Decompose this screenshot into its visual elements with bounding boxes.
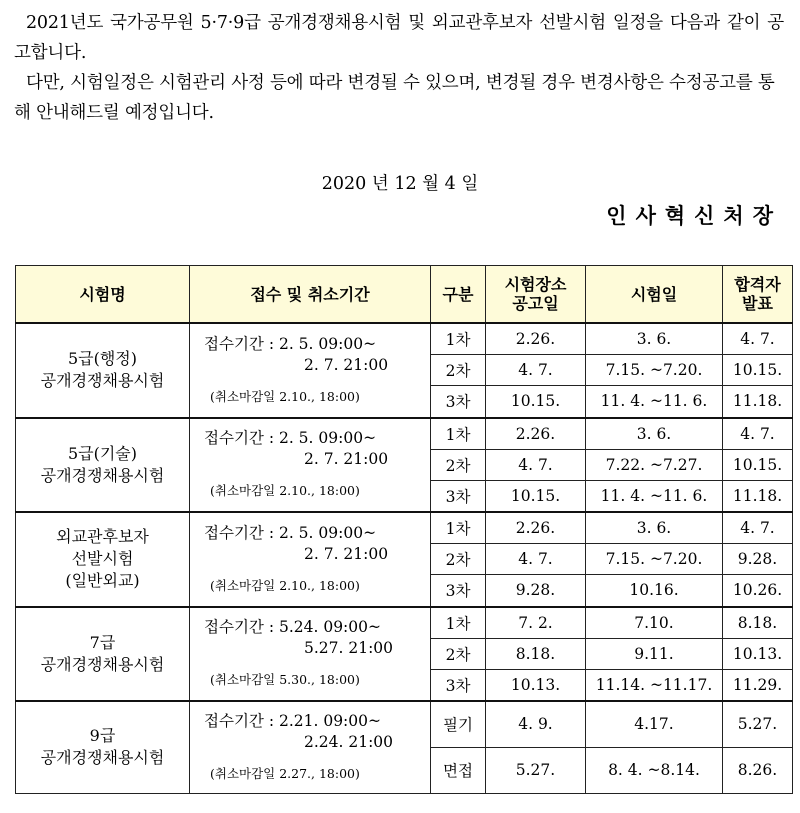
result-announce-cell: 4. 7. bbox=[723, 323, 793, 355]
stage-cell: 필기 bbox=[431, 701, 486, 747]
exam-name-line: 공개경쟁채용시험 bbox=[40, 465, 165, 485]
exam-name-line: 7급 bbox=[89, 632, 116, 652]
venue-announce-cell: 2.26. bbox=[486, 512, 586, 544]
exam-name-line: 공개경쟁채용시험 bbox=[40, 748, 165, 768]
result-announce-cell: 8.18. bbox=[723, 607, 793, 639]
venue-announce-cell: 2.26. bbox=[486, 323, 586, 355]
result-announce-cell: 11.18. bbox=[723, 480, 793, 512]
exam-date-cell: 7.10. bbox=[586, 607, 723, 639]
header-period: 접수 및 취소기간 bbox=[190, 266, 431, 324]
application-period-cell bbox=[190, 323, 431, 418]
application-period-cell bbox=[190, 607, 431, 702]
registration-end: 2. 7. 21:00 bbox=[304, 450, 389, 469]
stage-cell: 면접 bbox=[431, 747, 486, 793]
issuer-signature: 인사혁신처장 bbox=[606, 204, 782, 228]
exam-name-line: 선발시험 bbox=[71, 549, 134, 569]
cancel-deadline: (취소마감일 2.10., 18:00) bbox=[210, 483, 360, 499]
exam-date-cell: 11. 4. ~11. 6. bbox=[586, 386, 723, 418]
table-row bbox=[16, 701, 793, 747]
result-announce-cell: 11.29. bbox=[723, 669, 793, 701]
result-announce-cell: 5.27. bbox=[723, 701, 793, 747]
exam-date-cell: 3. 6. bbox=[586, 512, 723, 544]
stage-cell: 3차 bbox=[431, 669, 486, 701]
table-row bbox=[16, 512, 793, 544]
exam-date-cell: 8. 4. ~8.14. bbox=[586, 747, 723, 793]
result-announce-cell: 11.18. bbox=[723, 386, 793, 418]
stage-cell: 2차 bbox=[431, 638, 486, 669]
exam-date-cell: 3. 6. bbox=[586, 323, 723, 355]
result-announce-cell: 8.26. bbox=[723, 747, 793, 793]
venue-announce-cell: 9.28. bbox=[486, 575, 586, 607]
exam-name-line: 5급(기술) bbox=[67, 443, 138, 463]
registration-end: 5.27. 21:00 bbox=[304, 639, 394, 658]
announcement-date: 2020 년 12 월 4 일 bbox=[321, 174, 479, 194]
registration-end: 2. 7. 21:00 bbox=[304, 544, 389, 563]
header-exam-date: 시험일 bbox=[586, 266, 723, 324]
stage-cell: 3차 bbox=[431, 575, 486, 607]
exam-name-line: 9급 bbox=[89, 726, 116, 746]
cancel-deadline: (취소마감일 2.10., 18:00) bbox=[210, 388, 360, 404]
exam-name-line: 공개경쟁채용시험 bbox=[40, 654, 165, 674]
result-announce-cell: 9.28. bbox=[723, 544, 793, 575]
exam-name-cell bbox=[16, 323, 190, 418]
application-period-cell bbox=[190, 701, 431, 793]
venue-announce-cell: 10.13. bbox=[486, 669, 586, 701]
exam-name-line: 외교관후보자 bbox=[56, 527, 149, 547]
venue-announce-cell: 4. 7. bbox=[486, 355, 586, 386]
registration-start: 접수기간 : 2. 5. 09:00~ bbox=[204, 523, 377, 542]
exam-date-cell: 7.22. ~7.27. bbox=[586, 449, 723, 480]
header-stage: 구분 bbox=[431, 266, 486, 324]
exam-date-cell: 7.15. ~7.20. bbox=[586, 544, 723, 575]
venue-announce-cell: 4. 7. bbox=[486, 449, 586, 480]
result-announce-cell: 10.15. bbox=[723, 449, 793, 480]
announcement-intro bbox=[14, 8, 784, 128]
result-announce-cell: 4. 7. bbox=[723, 512, 793, 544]
exam-date-cell: 9.11. bbox=[586, 638, 723, 669]
stage-cell: 1차 bbox=[431, 512, 486, 544]
exam-date-cell: 11. 4. ~11. 6. bbox=[586, 480, 723, 512]
cancel-deadline: (취소마감일 5.30., 18:00) bbox=[210, 672, 360, 688]
application-period-cell bbox=[190, 512, 431, 607]
venue-announce-cell: 4. 7. bbox=[486, 544, 586, 575]
exam-date-cell: 4.17. bbox=[586, 701, 723, 747]
header-exam-name: 시험명 bbox=[16, 266, 190, 324]
result-announce-cell: 10.13. bbox=[723, 638, 793, 669]
table-row bbox=[16, 418, 793, 450]
result-announce-cell: 10.15. bbox=[723, 355, 793, 386]
venue-announce-cell: 8.18. bbox=[486, 638, 586, 669]
registration-end: 2.24. 21:00 bbox=[304, 732, 394, 751]
header-result-line1: 합격자 bbox=[734, 275, 781, 294]
registration-end: 2. 7. 21:00 bbox=[304, 355, 389, 374]
cancel-deadline: (취소마감일 2.27., 18:00) bbox=[210, 765, 360, 781]
venue-announce-cell: 4. 9. bbox=[486, 701, 586, 747]
intro-paragraph-1: 2021년도 국가공무원 5·7·9급 공개경쟁채용시험 및 외교관후보자 선발시험 일정을 다음과 같이 공고합니다. bbox=[14, 13, 784, 63]
exam-date-cell: 7.15. ~7.20. bbox=[586, 355, 723, 386]
registration-start: 접수기간 : 2.21. 09:00~ bbox=[204, 711, 381, 730]
registration-start: 접수기간 : 2. 5. 09:00~ bbox=[204, 429, 377, 448]
exam-date-cell: 3. 6. bbox=[586, 418, 723, 450]
exam-name-cell bbox=[16, 607, 190, 702]
application-period-cell bbox=[190, 418, 431, 513]
table-row bbox=[16, 607, 793, 639]
venue-announce-cell: 10.15. bbox=[486, 386, 586, 418]
venue-announce-cell: 2.26. bbox=[486, 418, 586, 450]
stage-cell: 2차 bbox=[431, 449, 486, 480]
exam-schedule-table bbox=[15, 265, 793, 794]
header-venue-line1: 시험장소 bbox=[504, 275, 567, 294]
header-result-line2: 발표 bbox=[742, 294, 773, 313]
venue-announce-cell: 10.15. bbox=[486, 480, 586, 512]
result-announce-cell: 10.26. bbox=[723, 575, 793, 607]
result-announce-cell: 4. 7. bbox=[723, 418, 793, 450]
header-venue-date bbox=[486, 266, 586, 324]
stage-cell: 1차 bbox=[431, 418, 486, 450]
cancel-deadline: (취소마감일 2.10., 18:00) bbox=[210, 577, 360, 593]
venue-announce-cell: 7. 2. bbox=[486, 607, 586, 639]
stage-cell: 2차 bbox=[431, 544, 486, 575]
stage-cell: 3차 bbox=[431, 480, 486, 512]
exam-name-cell bbox=[16, 512, 190, 607]
stage-cell: 2차 bbox=[431, 355, 486, 386]
exam-date-cell: 11.14. ~11.17. bbox=[586, 669, 723, 701]
stage-cell: 1차 bbox=[431, 607, 486, 639]
exam-name-line: (일반외교) bbox=[65, 571, 140, 591]
header-venue-line2: 공고일 bbox=[512, 294, 559, 313]
exam-name-cell bbox=[16, 701, 190, 793]
exam-name-line: 5급(행정) bbox=[67, 349, 138, 369]
header-result-date bbox=[723, 266, 793, 324]
exam-date-cell: 10.16. bbox=[586, 575, 723, 607]
exam-name-line: 공개경쟁채용시험 bbox=[40, 371, 165, 391]
intro-paragraph-2: 다만, 시험일정은 시험관리 사정 등에 따라 변경될 수 있으며, 변경될 경우 변경사항은 수정공고를 통해 안내해드릴 예정입니다. bbox=[14, 73, 775, 123]
exam-name-cell bbox=[16, 418, 190, 513]
registration-start: 접수기간 : 5.24. 09:00~ bbox=[204, 618, 381, 637]
table-header-row bbox=[16, 266, 793, 324]
stage-cell: 1차 bbox=[431, 323, 486, 355]
registration-start: 접수기간 : 2. 5. 09:00~ bbox=[204, 334, 377, 353]
venue-announce-cell: 5.27. bbox=[486, 747, 586, 793]
stage-cell: 3차 bbox=[431, 386, 486, 418]
table-row bbox=[16, 323, 793, 355]
